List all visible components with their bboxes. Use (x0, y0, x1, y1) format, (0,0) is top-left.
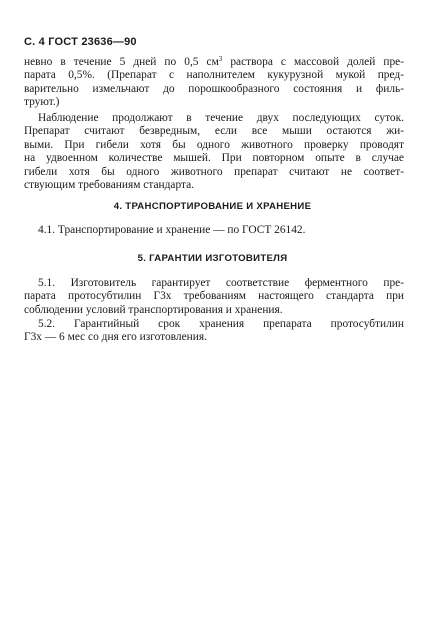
text-line: выми. При гибели хотя бы одного животного проверку проводят (24, 138, 404, 151)
text-line: на удвоенном количестве мышей. При повторном опыте в случае (24, 152, 404, 165)
text-line: соблюдении условий транспортирования и хранения. (24, 303, 283, 316)
text-line: Наблюдение продолжают в течение двух последующих суток. (38, 112, 404, 124)
page-header: С. 4 ГОСТ 23636—90 (24, 36, 137, 48)
paragraph-5-2 (24, 318, 404, 345)
paragraph-test-continuation (24, 56, 404, 110)
paragraph-5-1 (24, 277, 404, 317)
text-line: парата протосубтилин Г3х требованиям настоящего стандарта при (24, 290, 404, 303)
text-line: гибели хотя бы одного животного препарат считают не соответ- (24, 165, 404, 178)
paragraph-observation (24, 112, 404, 192)
text-line: 4.1. Транспортирование и хранение — по ГОСТ 26142. (38, 224, 306, 236)
text-line: Г3х — 6 мес со дня его изготовления. (24, 331, 207, 344)
text-fragment: раствора с массовой долей пре- (222, 56, 404, 68)
text-line: Препарат считают безвредным, если все мыши остаются жи- (24, 125, 404, 138)
text-line: ствующим требованиям стандарта. (24, 179, 195, 192)
text-line: варительно измельчают до порошкообразного состояния и филь- (24, 82, 404, 95)
text-line: парата 0,5%. (Препарат с наполнителем кукурузной мукой пред- (24, 69, 404, 82)
text-line (24, 56, 404, 69)
section-heading-transport: 4. ТРАНСПОРТИРОВАНИЕ И ХРАНЕНИЕ (113, 201, 312, 212)
section-heading-guarantee: 5. ГАРАНТИИ ИЗГОТОВИТЕЛЯ (137, 253, 288, 264)
text-line: труют.) (24, 96, 60, 109)
text-line: 5.2. Гарантийный срок хранения препарата протосубтилин (38, 318, 404, 330)
text-fragment: невно в течение 5 дней по 0,5 см (24, 56, 219, 68)
paragraph-4-1 (24, 224, 404, 237)
text-line: 5.1. Изготовитель гарантирует соответствие ферментного пре- (38, 277, 404, 289)
superscript: 3 (218, 55, 223, 63)
